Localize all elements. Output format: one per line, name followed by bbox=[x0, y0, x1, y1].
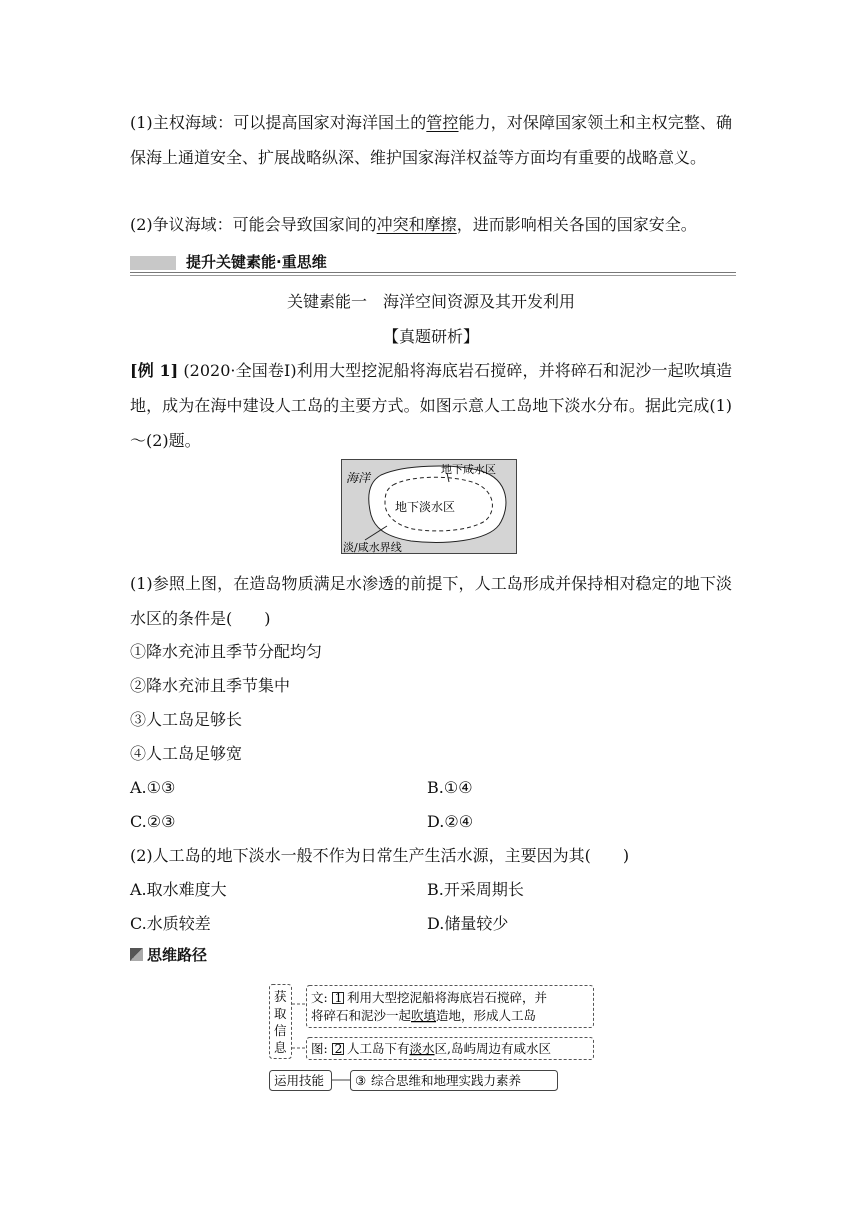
thinking-path-title: 思维路径 bbox=[147, 946, 208, 964]
section-subtitle: 关键素能一 海洋空间资源及其开发利用 bbox=[286, 292, 575, 311]
underlined-term: 冲突和摩擦 bbox=[376, 215, 457, 234]
example-text: (2020·全国卷Ⅰ)利用大型挖泥船将海底岩石搅碎，并将碎石和泥沙一起吹填造地，成为在海中建设人工岛的主要方式。如图示意人工岛地下淡水分布。据此完成(1)～(2)题。 bbox=[130, 361, 732, 450]
question-1-item: ②降水充沛且季节集中 bbox=[130, 676, 291, 695]
acquire-char: 获 bbox=[274, 989, 287, 1004]
number-1: 1 bbox=[334, 990, 343, 1005]
question-1-item: ④人工岛足够宽 bbox=[130, 744, 243, 763]
question-1-option-a: A.①③ bbox=[130, 778, 176, 797]
question-1-option-d: D.②④ bbox=[427, 812, 474, 831]
acquire-char: 取 bbox=[274, 1006, 287, 1021]
divider bbox=[130, 272, 736, 273]
divider bbox=[130, 275, 736, 276]
example-paragraph bbox=[130, 353, 732, 458]
text-info-line-2 bbox=[311, 1008, 536, 1023]
underlined-term: 管控 bbox=[426, 113, 459, 132]
picture-info-text bbox=[347, 1041, 551, 1056]
picture-info-underlined: 淡水 bbox=[409, 1041, 435, 1056]
acquire-char: 信 bbox=[274, 1023, 287, 1038]
saline-label: 地下咸水区 bbox=[441, 463, 496, 476]
picture-info-a: 人工岛下有 bbox=[347, 1041, 410, 1056]
question-2-stem: (2)人工岛的地下淡水一般不作为日常生产生活水源，主要因为其( ) bbox=[130, 846, 630, 865]
text: ，进而影响相关各国的国家安全。 bbox=[456, 215, 697, 234]
text-info-line-1: 利用大型挖泥船将海底岩石搅碎，并 bbox=[347, 990, 548, 1005]
picture-info-b: 区,岛屿周边有咸水区 bbox=[434, 1041, 552, 1056]
question-2-option-a: A.取水难度大 bbox=[130, 880, 227, 899]
question-2-option-b: B.开采周期长 bbox=[427, 880, 524, 899]
island-freshwater-map bbox=[341, 459, 517, 554]
text-info-line-2-b: 造地，形成人工岛 bbox=[436, 1008, 537, 1023]
intro-paragraph-2 bbox=[130, 207, 732, 242]
text: (2)争议海域：可能会导致国家间的 bbox=[130, 215, 377, 234]
text: (1)主权海域：可以提高国家对海洋国土的 bbox=[130, 113, 427, 132]
text: 能力，对保障国家领土和主权完整、确保海上通道安全、扩展战略纵深、维护国家海洋权益等方面均有重要的战略意义。 bbox=[130, 113, 732, 167]
thinking-path-heading bbox=[130, 944, 207, 965]
number-2: 2 bbox=[334, 1041, 343, 1056]
number-3: ③ bbox=[355, 1073, 367, 1088]
question-2-option-d: D.储量较少 bbox=[427, 914, 509, 933]
question-1-stem: (1)参照上图，在造岛物质满足水渗透的前提下，人工岛形成并保持相对稳定的地下淡水区的条件是( ) bbox=[130, 574, 732, 628]
section-header bbox=[130, 252, 736, 272]
skill-label: 运用技能 bbox=[274, 1073, 325, 1088]
skill-text: 综合思维和地理实践力素养 bbox=[371, 1073, 522, 1088]
section-title: 提升关键素能·重思维 bbox=[186, 253, 327, 271]
section-header-block bbox=[130, 256, 176, 270]
section-label: 【真题研析】 bbox=[382, 327, 479, 346]
acquire-char: 息 bbox=[274, 1040, 287, 1055]
text-info-underlined: 吹填 bbox=[411, 1008, 437, 1023]
example-tag: [例 1] bbox=[130, 361, 179, 380]
boundary-label: 淡/咸水界线 bbox=[343, 541, 402, 554]
fresh-label: 地下淡水区 bbox=[395, 500, 456, 514]
text-info-line-2-a: 将碎石和泥沙一起 bbox=[311, 1008, 412, 1023]
picture-info-label: 图: bbox=[311, 1041, 328, 1056]
question-1-option-b: B.①④ bbox=[427, 778, 473, 797]
square-icon bbox=[130, 948, 143, 961]
question-2-option-c: C.水质较差 bbox=[130, 914, 211, 933]
ocean-label: 海洋 bbox=[346, 471, 371, 485]
question-1-option-c: C.②③ bbox=[130, 812, 176, 831]
question-1-item: ①降水充沛且季节分配均匀 bbox=[130, 642, 323, 661]
text-info-label: 文: bbox=[311, 990, 328, 1005]
intro-paragraph-1 bbox=[130, 105, 732, 175]
question-1-item: ③人工岛足够长 bbox=[130, 710, 243, 729]
thinking-path-diagram bbox=[268, 982, 598, 1094]
